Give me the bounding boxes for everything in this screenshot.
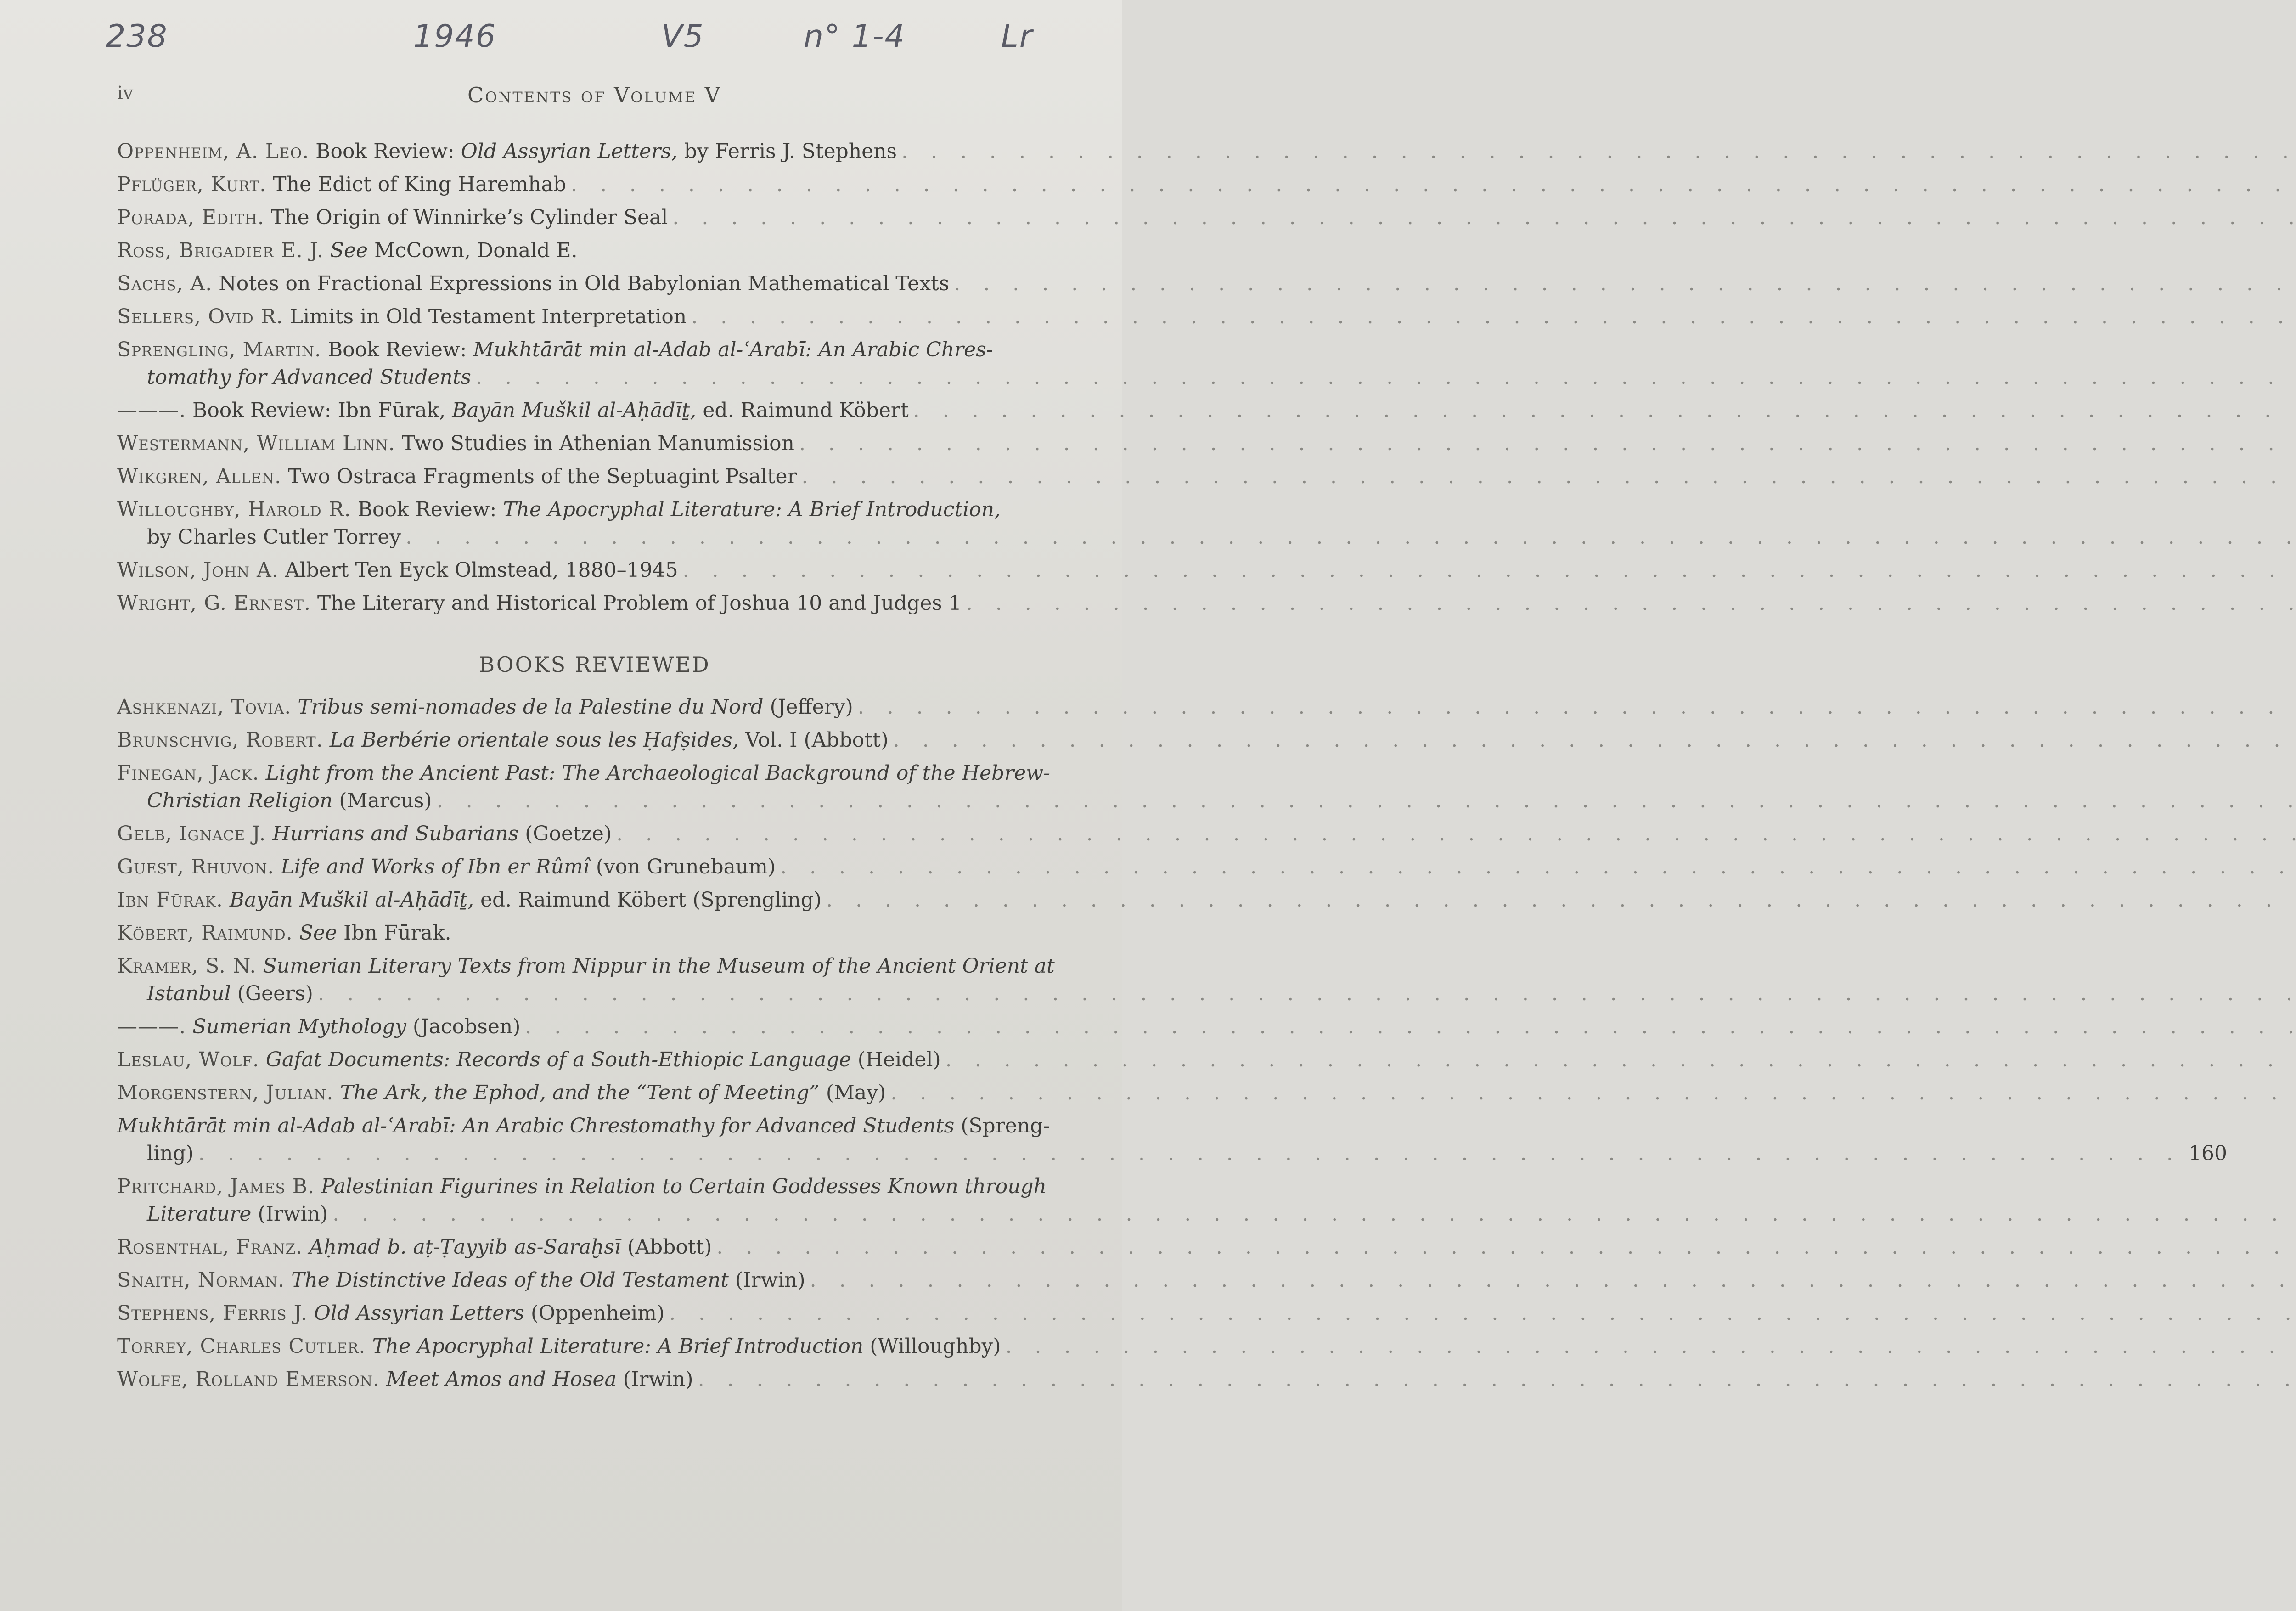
entry-text-plain — [308, 1301, 314, 1325]
entry-text — [117, 430, 794, 457]
entry-author: Brunschvig, Robert. — [117, 728, 323, 752]
entry-text — [117, 1300, 664, 1327]
entry-title: Istanbul — [147, 982, 231, 1005]
page-title: Contents of Volume V — [467, 83, 721, 107]
entry-text — [117, 727, 889, 754]
entry-author: Ibn Fūrak. — [117, 888, 223, 912]
folio: iv — [117, 83, 134, 104]
entry-author: Ashkenazi, Tovia. — [117, 695, 292, 719]
entry-line — [117, 1140, 2227, 1167]
entry-text — [147, 980, 313, 1008]
list-item — [117, 590, 1072, 617]
books-reviewed-list — [117, 693, 2227, 1399]
leader-dots — [401, 524, 2296, 551]
entry-text-plain — [257, 954, 263, 978]
leader-dots — [194, 1140, 2181, 1167]
list-item — [117, 760, 1072, 815]
entry-text-plain: Two Ostraca Fragments of the Septuagint Psalter — [281, 465, 797, 488]
entry-author: Westermann, William Linn. — [117, 432, 395, 455]
entry-title: The Distinctive Ideas of the Old Testament — [291, 1268, 729, 1292]
entry-text-plain: The Edict of King Haremhab — [266, 173, 566, 196]
entry-line — [117, 430, 1072, 457]
entry-author: Rosenthal, Franz. — [117, 1235, 303, 1259]
list-item — [117, 1300, 1072, 1327]
entry-text — [117, 463, 797, 490]
entry-text-plain: Albert Ten Eyck Olmstead, 1880–1945 — [278, 558, 678, 582]
entry-text — [117, 693, 853, 721]
entry-line — [117, 727, 1072, 754]
entry-text-plain — [266, 822, 272, 845]
list-item — [117, 171, 1072, 198]
entry-text — [117, 1175, 1047, 1198]
entry-line — [117, 980, 1072, 1008]
entry-text-plain: Notes on Fractional Expressions in Old Babylonian Mathematical Texts — [212, 272, 950, 295]
entry-author: Kramer, S. N. — [117, 954, 257, 978]
entry-line — [117, 204, 1072, 231]
entry-title: Palestinian Figurines in Relation to Certain Goddesses Known through — [321, 1175, 1047, 1198]
entry-text — [117, 886, 822, 914]
entry-line — [117, 496, 1072, 524]
entry-text-plain: Vol. I (Abbott) — [738, 728, 889, 752]
entry-line — [117, 336, 1072, 364]
entry-author: Wolfe, Rolland Emerson. — [117, 1368, 380, 1391]
entry-title: Christian Religion — [147, 789, 333, 812]
handwritten-note: n° 1-4 — [804, 18, 906, 55]
entry-line — [117, 303, 1072, 331]
entry-text-plain: (von Grunebaum) — [589, 855, 776, 879]
entry-author: Wright, G. Ernest. — [117, 591, 311, 615]
entry-title: La Berbérie orientale sous les Ḥafṣides, — [329, 728, 739, 752]
entry-text — [117, 1366, 693, 1393]
entry-text — [117, 1267, 805, 1294]
entry-title: Bayān Muškil al-Aḥādīṯ, — [452, 399, 697, 422]
entry-title: Meet Amos and Hosea — [386, 1368, 617, 1391]
entry-line — [117, 820, 1072, 848]
list-item — [117, 1366, 1072, 1393]
entry-line — [117, 171, 1072, 198]
entry-line — [117, 1079, 1072, 1107]
entry-line — [117, 463, 1072, 490]
entry-line — [117, 557, 1072, 584]
entry-line — [117, 138, 1072, 165]
entry-text-plain — [323, 728, 330, 752]
entry-text-plain — [223, 888, 230, 912]
leader-dots — [797, 463, 2296, 490]
entry-author: Sprengling, Martin. — [117, 338, 321, 361]
entry-text — [117, 1234, 712, 1261]
leader-dots — [612, 820, 2296, 848]
entry-text-plain — [303, 1235, 309, 1259]
entry-text — [117, 171, 566, 198]
entry-line — [117, 693, 1072, 721]
list-item — [117, 820, 1072, 848]
list-item — [117, 693, 1072, 721]
entry-text — [117, 204, 668, 231]
entry-text-plain: Book Review: — [309, 140, 461, 163]
list-item — [117, 237, 1072, 265]
running-head — [117, 83, 1072, 115]
entry-text — [117, 1079, 886, 1107]
leader-dots — [776, 853, 2296, 881]
entry-line — [117, 364, 1072, 391]
entry-line — [117, 1366, 1072, 1393]
entry-author: Willoughby, Harold R. — [117, 498, 351, 521]
leader-dots — [897, 138, 2296, 165]
entry-author: ———. — [117, 1015, 186, 1038]
entry-text — [117, 270, 949, 298]
section-title: BOOKS REVIEWED — [479, 652, 710, 677]
list-item — [117, 919, 1072, 947]
entry-text-plain: ed. Raimund Köbert (Sprengling) — [473, 888, 822, 912]
list-item — [117, 1173, 1072, 1228]
leader-dots — [313, 980, 2296, 1008]
leader-dots — [432, 787, 2296, 815]
entry-text-plain — [380, 1368, 386, 1391]
list-item — [117, 1333, 1072, 1360]
entry-text — [117, 954, 1055, 978]
entry-author: Oppenheim, A. Leo. — [117, 140, 310, 163]
leader-dots — [664, 1300, 2296, 1327]
entry-text-plain: Book Review: Ibn Fūrak, — [186, 399, 452, 422]
leader-dots — [962, 590, 2296, 617]
entry-text — [147, 524, 401, 551]
list-item — [117, 303, 1072, 331]
leader-dots — [520, 1013, 2296, 1041]
entry-text-plain — [324, 239, 330, 262]
entry-title: Aḥmad b. aṭ-Ṭayyib as-Saraḫsī — [309, 1235, 621, 1259]
entry-text-plain: (Irwin) — [616, 1368, 693, 1391]
list-item — [117, 727, 1072, 754]
entry-title: Mukhtārāt min al-Adab al-ʿArabī: An Arabic Chrestomathy for Advanced Students — [117, 1114, 955, 1138]
entry-line — [117, 397, 1072, 424]
entry-title: The Apocryphal Literature: A Brief Introduction, — [503, 498, 1001, 521]
entry-text-plain: The Literary and Historical Problem of Joshua 10 and Judges 1 — [310, 591, 962, 615]
entry-text — [117, 853, 776, 881]
list-item — [117, 952, 1072, 1008]
entry-author: Porada, Edith. — [117, 206, 264, 229]
handwritten-note: Lr — [1001, 18, 1033, 55]
entry-title: Literature — [147, 1202, 252, 1226]
entry-text — [147, 1200, 328, 1228]
entry-line — [117, 1300, 1072, 1327]
entry-line — [117, 886, 1072, 914]
entry-text-plain: ed. Raimund Köbert — [696, 399, 909, 422]
leader-dots — [328, 1200, 2296, 1228]
entry-author: Pritchard, James B. — [117, 1175, 315, 1198]
entry-author: Wikgren, Allen. — [117, 465, 282, 488]
entry-text-plain: (Jeffery) — [763, 695, 853, 719]
entry-line — [117, 1333, 1072, 1360]
entry-line — [117, 787, 1072, 815]
list-item — [117, 1112, 2227, 1167]
entry-text-plain: (Goetze) — [518, 822, 612, 845]
entry-author: ———. — [117, 399, 186, 422]
entry-text — [147, 364, 471, 391]
entry-title: The Ark, the Ephod, and the “Tent of Meeting” — [340, 1081, 820, 1104]
leader-dots — [712, 1234, 2296, 1261]
entry-title: The Apocryphal Literature: A Brief Introduction — [372, 1335, 864, 1358]
entry-title: Hurrians and Subarians — [272, 822, 519, 845]
entry-line — [117, 1173, 1072, 1200]
entry-author: Finegan, Jack. — [117, 761, 259, 785]
entry-text-plain — [186, 1015, 192, 1038]
entry-text-plain — [333, 1081, 340, 1104]
entry-text-plain — [259, 761, 266, 785]
entry-text-plain: ling) — [147, 1142, 194, 1165]
leader-dots — [668, 204, 2296, 231]
list-item — [117, 1079, 1072, 1107]
entry-author: Sachs, A. — [117, 272, 213, 295]
entry-line — [117, 853, 1072, 881]
leader-dots — [693, 1366, 2296, 1393]
entry-author: Sellers, Ovid R. — [117, 305, 283, 328]
entry-text-plain: (Irwin) — [728, 1268, 805, 1292]
entry-title: Mukhtārāt min al-Adab al-ʿArabī: An Arabic Chres- — [473, 338, 993, 361]
entry-text — [117, 303, 687, 331]
entry-author: Morgenstern, Julian. — [117, 1081, 334, 1104]
entry-title: Sumerian Literary Texts from Nippur in the Museum of the Ancient Orient at — [263, 954, 1055, 978]
handwritten-note: 238 — [106, 18, 168, 55]
entry-text — [147, 787, 432, 815]
entry-text-plain: Two Studies in Athenian Manumission — [395, 432, 794, 455]
entry-text-plain: Ibn Fūrak. — [337, 921, 451, 945]
entry-text — [117, 590, 962, 617]
entry-text — [117, 1046, 941, 1074]
list-item — [117, 853, 1072, 881]
leader-dots — [909, 397, 2296, 424]
leader-dots — [471, 364, 2296, 391]
entry-line — [117, 1200, 1072, 1228]
entry-text-plain — [366, 1335, 372, 1358]
entry-text — [117, 557, 678, 584]
entry-line — [117, 1046, 1072, 1074]
leader-dots — [941, 1046, 2296, 1074]
entry-text — [117, 1333, 1001, 1360]
entry-text-plain: The Origin of Winnirke’s Cylinder Seal — [264, 206, 668, 229]
entry-text-plain: (Geers) — [231, 982, 313, 1005]
list-item — [117, 204, 1072, 231]
leader-dots — [949, 270, 2296, 298]
entry-line — [117, 237, 1072, 265]
leader-dots — [678, 557, 2296, 584]
leader-dots — [889, 727, 2296, 754]
entry-line — [117, 1013, 1072, 1041]
entry-text — [117, 338, 993, 361]
handwritten-note: 1946 — [413, 18, 497, 55]
list-item — [117, 397, 1072, 424]
entry-line — [117, 1267, 1072, 1294]
list-item — [117, 1013, 1072, 1041]
entry-title: Light from the Ancient Past: The Archaeological Background of the Hebrew- — [265, 761, 1050, 785]
list-item — [117, 430, 1072, 457]
entry-text-plain — [293, 921, 299, 945]
entry-text-plain: (Marcus) — [332, 789, 432, 812]
entry-line — [117, 524, 1072, 551]
entry-text — [117, 138, 897, 165]
entry-text-plain: (Abbott) — [621, 1235, 712, 1259]
entry-text-plain — [315, 1175, 321, 1198]
entry-line — [117, 270, 1072, 298]
leader-dots — [1001, 1333, 2296, 1360]
entry-text — [117, 397, 909, 424]
entry-text-plain: (Irwin) — [251, 1202, 328, 1226]
leader-dots — [822, 886, 2296, 914]
list-item — [117, 1267, 1072, 1294]
list-item — [117, 138, 1072, 165]
entry-text-plain — [285, 1268, 291, 1292]
leader-dots — [687, 303, 2296, 331]
entry-text-plain: McCown, Donald E. — [368, 239, 578, 262]
entry-line — [117, 590, 1072, 617]
entry-title: See — [330, 239, 368, 262]
entry-text-plain: by Ferris J. Stephens — [677, 140, 897, 163]
entry-text-plain — [274, 855, 281, 879]
entry-author: Wilson, John A. — [117, 558, 279, 582]
entry-line — [117, 952, 1072, 980]
entry-text — [117, 498, 1001, 521]
entry-line — [117, 1112, 1072, 1140]
entry-title: See — [299, 921, 337, 945]
entry-text-plain: (Oppenheim) — [524, 1301, 665, 1325]
list-item — [117, 886, 1072, 914]
entry-author: Torrey, Charles Cutler. — [117, 1335, 366, 1358]
list-item — [117, 463, 1072, 490]
entry-title: Sumerian Mythology — [192, 1015, 406, 1038]
entry-text-plain: Book Review: — [321, 338, 473, 361]
entry-author: Leslau, Wolf. — [117, 1048, 259, 1071]
list-item — [117, 496, 1072, 551]
entry-author: Ross, Brigadier E. J. — [117, 239, 324, 262]
entry-text-plain: Limits in Old Testament Interpretation — [283, 305, 687, 328]
entry-text — [117, 820, 612, 848]
entry-author: Stephens, Ferris J. — [117, 1301, 308, 1325]
leader-dots — [794, 430, 2296, 457]
entry-title: Tribus semi-nomades de la Palestine du Nord — [298, 695, 764, 719]
entry-line — [117, 919, 1072, 947]
entry-title: Old Assyrian Letters, — [461, 140, 678, 163]
entry-title: Old Assyrian Letters — [314, 1301, 524, 1325]
leader-dots — [853, 693, 2296, 721]
entry-text — [117, 761, 1050, 785]
entry-text — [117, 1114, 1050, 1138]
entry-text — [147, 1140, 194, 1167]
entry-title: tomathy for Advanced Students — [147, 366, 471, 389]
entry-text-plain — [259, 1048, 266, 1071]
entry-text-plain: (Heidel) — [851, 1048, 941, 1071]
entry-line — [117, 760, 1072, 787]
entry-text-plain: Book Review: — [351, 498, 503, 521]
entry-text — [117, 919, 451, 947]
list-item — [117, 1234, 1072, 1261]
list-item — [117, 270, 1072, 298]
entry-author: Guest, Rhuvon. — [117, 855, 275, 879]
entry-text-plain: (Jacobsen) — [406, 1015, 521, 1038]
entry-title: Bayān Muškil al-Aḥādīṯ, — [229, 888, 474, 912]
list-item — [117, 336, 1072, 391]
entry-text-plain: (Willoughby) — [863, 1335, 1001, 1358]
entry-text — [117, 1013, 520, 1041]
entry-text-plain: (Spreng- — [954, 1114, 1050, 1138]
entry-author: Snaith, Norman. — [117, 1268, 285, 1292]
entry-text-plain — [291, 695, 298, 719]
entry-author: Gelb, Ignace J. — [117, 822, 266, 845]
leader-dots — [805, 1267, 2296, 1294]
entry-author: Köbert, Raimund. — [117, 921, 293, 945]
list-item — [117, 1046, 1072, 1074]
entry-title: Gafat Documents: Records of a South-Ethiopic Language — [265, 1048, 851, 1071]
list-item — [117, 557, 1072, 584]
entry-text-plain: by Charles Cutler Torrey — [147, 525, 401, 549]
entry-line — [117, 1234, 1072, 1261]
leader-dots — [886, 1079, 2296, 1107]
contents-list — [117, 138, 1072, 623]
leader-dots — [566, 171, 2296, 198]
entry-text — [117, 237, 578, 265]
handwritten-note: V5 — [661, 18, 704, 55]
entry-title: Life and Works of Ibn er Rûmî — [281, 855, 590, 879]
entry-text-plain: (May) — [819, 1081, 886, 1104]
entry-author: Pflüger, Kurt. — [117, 173, 267, 196]
page-number: 160 — [2189, 1142, 2227, 1165]
